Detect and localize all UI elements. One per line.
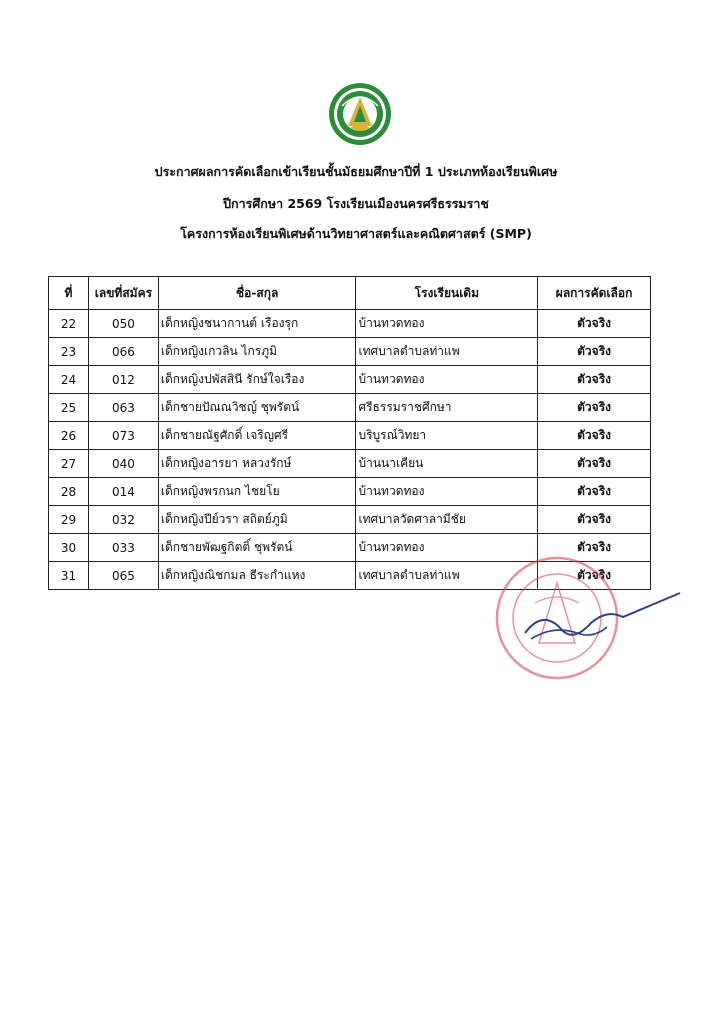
cell-application-no: 066 xyxy=(88,338,158,366)
cell-application-no: 040 xyxy=(88,450,158,478)
table-row xyxy=(49,394,651,422)
cell-former-school: บริบูรณ์วิทยา xyxy=(356,422,538,450)
cell-result: ตัวจริง xyxy=(538,562,651,590)
cell-no: 22 xyxy=(49,310,89,338)
program-line: โครงการห้องเรียนพิเศษด้านวิทยาศาสตร์และคณิตศาสตร์ (SMP) xyxy=(180,226,532,241)
table-header-row xyxy=(49,277,651,310)
cell-name: เด็กหญิงปีย์วรา สถิตย์ภูมิ xyxy=(158,506,356,534)
table-row xyxy=(49,338,651,366)
cell-application-no: 014 xyxy=(88,478,158,506)
cell-name: เด็กหญิงพรกนก ไชยโย xyxy=(158,478,356,506)
academic-year-line: ปีการศึกษา 2569 โรงเรียนเมืองนครศรีธรรมราช xyxy=(223,196,489,211)
cell-name: เด็กหญิงปพัสสินี รักษ์ใจเรือง xyxy=(158,366,356,394)
cell-application-no: 012 xyxy=(88,366,158,394)
cell-no: 30 xyxy=(49,534,89,562)
table-row xyxy=(49,422,651,450)
cell-name: เด็กหญิงชนากานต์ เรืองรุก xyxy=(158,310,356,338)
table-row xyxy=(49,310,651,338)
col-header-no: ที่ xyxy=(49,277,89,310)
cell-no: 24 xyxy=(49,366,89,394)
cell-name: เด็กชายพัฒฐกิตติ์ ชุพรัตน์ xyxy=(158,534,356,562)
cell-application-no: 063 xyxy=(88,394,158,422)
cell-former-school: บ้านทวดทอง xyxy=(356,534,538,562)
cell-no: 26 xyxy=(49,422,89,450)
cell-no: 29 xyxy=(49,506,89,534)
cell-application-no: 050 xyxy=(88,310,158,338)
cell-name: เด็กหญิงอารยา หลวงรักษ์ xyxy=(158,450,356,478)
col-header-former-school: โรงเรียนเดิม xyxy=(356,277,538,310)
results-table xyxy=(48,276,651,590)
cell-no: 25 xyxy=(49,394,89,422)
table-row xyxy=(49,534,651,562)
cell-name: เด็กชายณัฐศักดิ์ เจริญศรี xyxy=(158,422,356,450)
cell-result: ตัวจริง xyxy=(538,450,651,478)
cell-no: 23 xyxy=(49,338,89,366)
cell-former-school: บ้านทวดทอง xyxy=(356,478,538,506)
cell-result: ตัวจริง xyxy=(538,506,651,534)
cell-result: ตัวจริง xyxy=(538,534,651,562)
announcement-title: ประกาศผลการคัดเลือกเข้าเรียนชั้นมัธยมศึกษาปีที่ 1 ประเภทห้องเรียนพิเศษ xyxy=(154,164,558,179)
cell-name: เด็กหญิงเกวลิน ไกรภูมิ xyxy=(158,338,356,366)
cell-former-school: บ้านทวดทอง xyxy=(356,366,538,394)
cell-no: 27 xyxy=(49,450,89,478)
col-header-result: ผลการคัดเลือก xyxy=(538,277,651,310)
cell-name: เด็กหญิงณิชกมล ธีระกำแหง xyxy=(158,562,356,590)
cell-former-school: เทศบาลตำบลท่าแพ xyxy=(356,338,538,366)
cell-result: ตัวจริง xyxy=(538,478,651,506)
cell-result: ตัวจริง xyxy=(538,422,651,450)
cell-result: ตัวจริง xyxy=(538,394,651,422)
table-row xyxy=(49,450,651,478)
table-row xyxy=(49,562,651,590)
cell-former-school: บ้านทวดทอง xyxy=(356,310,538,338)
cell-application-no: 065 xyxy=(88,562,158,590)
cell-no: 31 xyxy=(49,562,89,590)
cell-former-school: เทศบาลวัดศาลามีชัย xyxy=(356,506,538,534)
cell-result: ตัวจริง xyxy=(538,310,651,338)
cell-application-no: 073 xyxy=(88,422,158,450)
table-row xyxy=(49,478,651,506)
school-crest-logo xyxy=(328,82,392,146)
cell-result: ตัวจริง xyxy=(538,338,651,366)
cell-no: 28 xyxy=(49,478,89,506)
cell-result: ตัวจริง xyxy=(538,366,651,394)
table-row xyxy=(49,506,651,534)
cell-former-school: ศรีธรรมราชศึกษา xyxy=(356,394,538,422)
table-row xyxy=(49,366,651,394)
cell-application-no: 032 xyxy=(88,506,158,534)
cell-name: เด็กชายปัณณวิชญ์ ชุพรัตน์ xyxy=(158,394,356,422)
col-header-application-no: เลขที่สมัคร xyxy=(88,277,158,310)
cell-former-school: เทศบาลตำบลท่าแพ xyxy=(356,562,538,590)
cell-application-no: 033 xyxy=(88,534,158,562)
cell-former-school: บ้านนาเคียน xyxy=(356,450,538,478)
col-header-name: ชื่อ-สกุล xyxy=(158,277,356,310)
